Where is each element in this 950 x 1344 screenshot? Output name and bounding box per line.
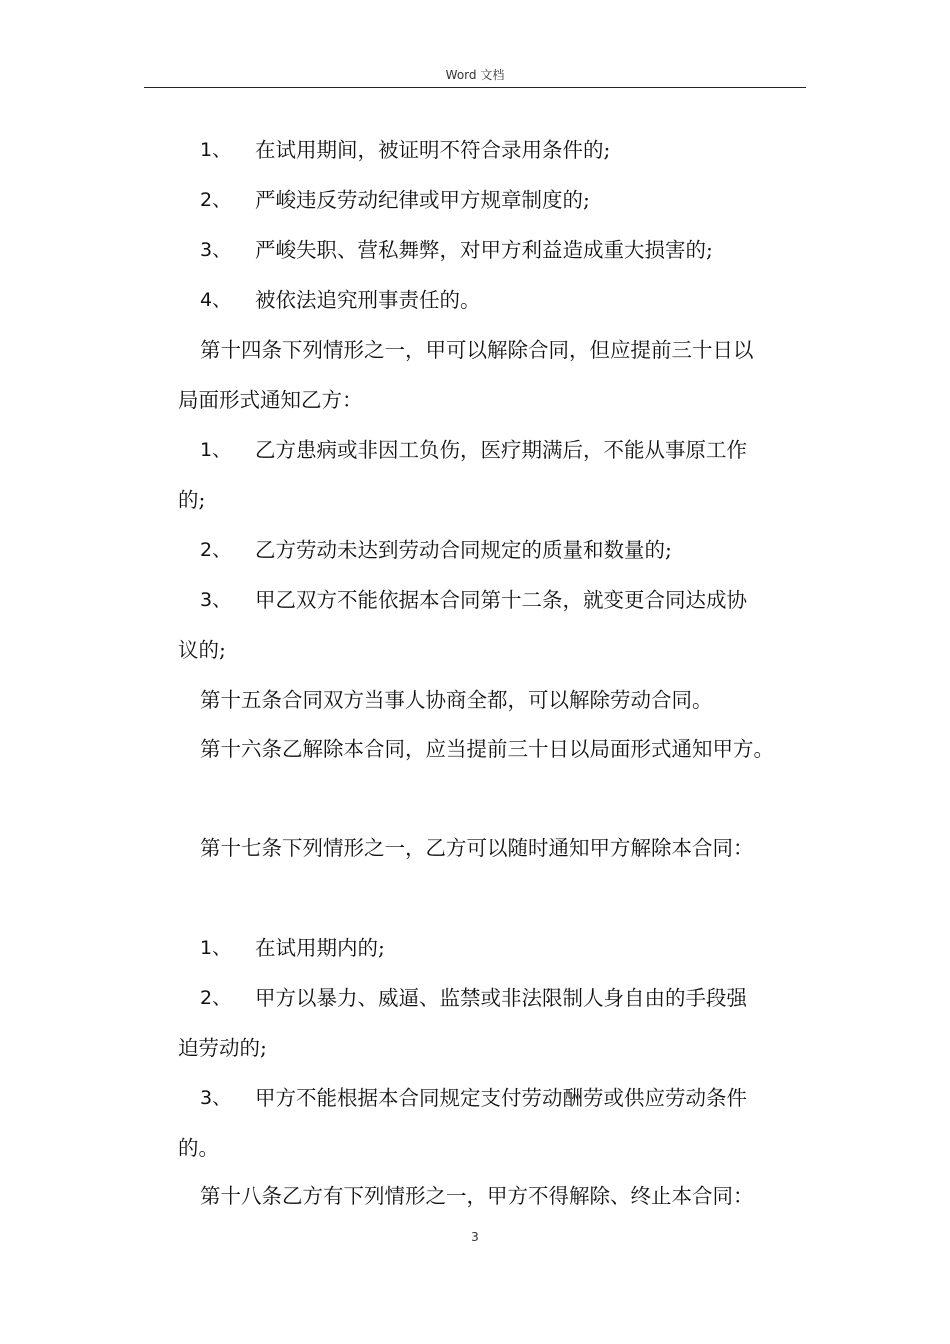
article-14-line-1: 第十四条下列情形之一，甲可以解除合同，但应提前三十日以 (200, 338, 754, 362)
list-number: 1、 (200, 439, 232, 461)
list-number: 1、 (200, 937, 232, 959)
list-item: 甲方以暴力、威逼、监禁或非法限制人身自由的手段强 (255, 986, 747, 1010)
list-item-continuation: 的。 (178, 1136, 219, 1160)
list-number: 3、 (200, 589, 232, 611)
list-item-continuation: 议的; (178, 638, 226, 662)
list-item: 严峻违反劳动纪律或甲方规章制度的; (255, 188, 590, 212)
list-item: 甲方不能根据本合同规定支付劳动酬劳或供应劳动条件 (255, 1086, 747, 1110)
article-18: 第十八条乙方有下列情形之一，甲方不得解除、终止本合同： (200, 1184, 754, 1208)
list-item: 严峻失职、营私舞弊，对甲方利益造成重大损害的; (255, 238, 713, 262)
list-item-continuation: 的; (178, 488, 206, 512)
list-number: 1、 (200, 139, 232, 161)
list-number: 2、 (200, 987, 232, 1009)
list-number: 2、 (200, 539, 232, 561)
list-item: 在试用期内的; (255, 936, 385, 960)
list-item: 被依法追究刑事责任的。 (255, 288, 481, 312)
list-number: 3、 (200, 239, 232, 261)
article-14-line-2: 局面形式通知乙方： (178, 388, 363, 412)
list-number: 3、 (200, 1087, 232, 1109)
article-16: 第十六条乙解除本合同，应当提前三十日以局面形式通知甲方。 (200, 737, 774, 761)
list-item: 乙方劳动未达到劳动合同规定的质量和数量的; (255, 538, 672, 562)
article-15: 第十五条合同双方当事人协商全都，可以解除劳动合同。 (200, 688, 713, 712)
article-17: 第十七条下列情形之一，乙方可以随时通知甲方解除本合同： (200, 836, 754, 860)
page-number: 3 (471, 1230, 479, 1244)
list-item: 甲乙双方不能依据本合同第十二条，就变更合同达成协 (255, 588, 747, 612)
list-number: 4、 (200, 289, 232, 311)
list-item: 在试用期间，被证明不符合录用条件的; (255, 138, 611, 162)
page-header: Word 文档 (445, 68, 505, 82)
list-number: 2、 (200, 189, 232, 211)
list-item: 乙方患病或非因工负伤，医疗期满后，不能从事原工作 (255, 438, 747, 462)
list-item-continuation: 迫劳动的; (178, 1036, 267, 1060)
